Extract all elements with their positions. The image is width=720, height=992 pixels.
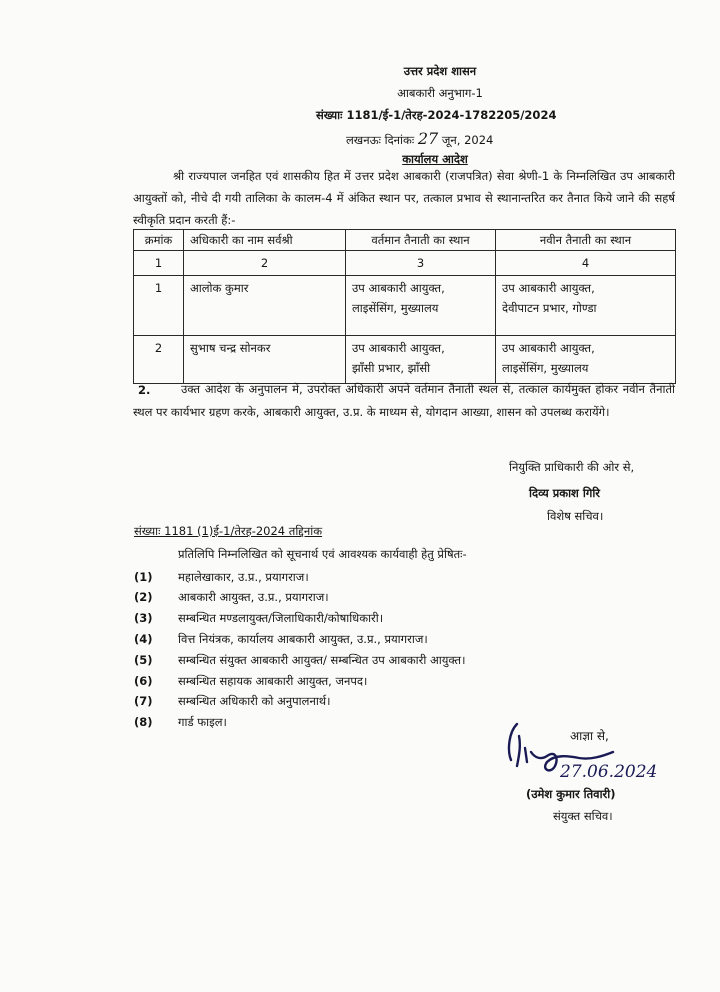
row-new-posting <box>496 336 676 384</box>
copy-item-text: महालेखाकार, उ.प्र., प्रयागराज। <box>178 570 309 584</box>
intro-paragraph: श्री राज्यपाल जनहित एवं शासकीय हित में उत्तर प्रदेश आबकारी (राजपत्रित) सेवा श्रेणी-1 के निम्नलिखित उप आबकारी आयुक्तों को, नीचे दी गयी तालिका के कालम-4 में अंकित स्थान पर, तत्काल प्रभाव से स्थानान्तरित कर तैनात किये जाने की सहर्ष स्वीकृति प्रदान करती हैं:- <box>133 169 675 227</box>
on-behalf-line: नियुक्ति प्राधिकारी की ओर से, <box>509 460 635 474</box>
row-officer-name: सुभाष चन्द्र सोनकर <box>184 336 346 384</box>
header-sno: क्रमांक <box>134 230 184 251</box>
colnum-1: 1 <box>134 251 184 276</box>
authority-designation: विशेष सचिव। <box>547 509 604 523</box>
copy-number: संख्याः 1181 (1)ई-1/तेरह-2024 तद्दिनांक <box>134 524 323 538</box>
header-current: वर्तमान तैनाती का स्थान <box>346 230 496 251</box>
para2-number: 2. <box>138 383 151 397</box>
copy-item-number: (4) <box>134 632 153 646</box>
copy-item-text: सम्बन्धित अधिकारी को अनुपालनार्थ। <box>178 694 331 708</box>
copy-item-number: (1) <box>134 570 153 584</box>
row-new-line2: लाइसेंसिंग, मुख्यालय <box>502 361 589 375</box>
header-name: अधिकारी का नाम सर्वश्री <box>184 230 346 251</box>
row-current-posting <box>346 276 496 336</box>
date-day-handwritten: 27 <box>417 129 439 148</box>
order-title: कार्यालय आदेश <box>402 152 468 166</box>
copy-item-text: सम्बन्धित सहायक आबकारी आयुक्त, जनपद। <box>178 674 368 688</box>
table-colnum-row <box>134 251 676 276</box>
place-date-prefix: लखनऊः दिनांकः <box>346 133 415 147</box>
copy-item-number: (5) <box>134 653 153 667</box>
table-header-row <box>134 230 676 251</box>
row-new-line2: देवीपाटन प्रभार, गोण्डा <box>502 301 597 315</box>
date-rest: जून, 2024 <box>441 133 494 147</box>
row-new-posting <box>496 276 676 336</box>
copy-item-number: (3) <box>134 611 153 625</box>
govt-name: उत्तर प्रदेश शासन <box>403 64 477 78</box>
header-new: नवीन तैनाती का स्थान <box>496 230 676 251</box>
row-current-line1: उप आबकारी आयुक्त, <box>352 341 445 355</box>
signature-date-handwritten: 27.06.2024 <box>560 762 658 782</box>
row-officer-name: आलोक कुमार <box>184 276 346 336</box>
copy-forwarded: प्रतिलिपि निम्नलिखित को सूचनार्थ एवं आवश्यक कार्यवाही हेतु प्रेषितः- <box>178 547 467 561</box>
row-current-posting <box>346 336 496 384</box>
row-current-line2: लाइसेंसिंग, मुख्यालय <box>352 301 439 315</box>
by-order-line: आज्ञा से, <box>570 729 609 743</box>
section-name: आबकारी अनुभाग-1 <box>397 86 483 100</box>
transfer-table <box>133 229 676 384</box>
copy-item-number: (7) <box>134 694 153 708</box>
row-new-line1: उप आबकारी आयुक्त, <box>502 281 595 295</box>
signatory-designation: संयुक्त सचिव। <box>553 809 613 823</box>
table-row <box>134 336 676 384</box>
signatory-name: (उमेश कुमार तिवारी) <box>526 787 616 801</box>
place-date <box>346 129 493 148</box>
table-row <box>134 276 676 336</box>
row-new-line1: उप आबकारी आयुक्त, <box>502 341 595 355</box>
colnum-4: 4 <box>496 251 676 276</box>
copy-item-text: आबकारी आयुक्त, उ.प्र., प्रयागराज। <box>178 590 329 604</box>
copy-item-number: (2) <box>134 590 153 604</box>
row-sno: 1 <box>134 276 184 336</box>
copy-item-text: वित्त नियंत्रक, कार्यालय आबकारी आयुक्त, उ.प्र., प्रयागराज। <box>178 632 428 646</box>
para2-text: उक्त आदेश के अनुपालन में, उपरोक्त अधिकारी अपने वर्तमान तैनाती स्थल से, तत्काल कार्यमुक्त होकर नवीन तैनाती स्थल पर कार्यभार ग्रहण करके, आबकारी आयुक्त, उ.प्र. के माध्यम से, योगदान आख्या, शासन को उपलब्ध करायेंगे। <box>133 382 675 419</box>
row-sno: 2 <box>134 336 184 384</box>
copy-item-text: सम्बन्धित मण्डलायुक्त/जिलाधिकारी/कोषाधिकारी। <box>178 611 384 625</box>
authority-name: दिव्य प्रकाश गिरि <box>529 486 601 500</box>
copy-item-text: गार्ड फाइल। <box>178 715 227 729</box>
row-current-line2: झाँसी प्रभार, झाँसी <box>352 361 431 375</box>
colnum-3: 3 <box>346 251 496 276</box>
colnum-2: 2 <box>184 251 346 276</box>
order-number: संख्याः 1181/ई-1/तेरह-2024-1782205/2024 <box>316 108 557 122</box>
copy-item-number: (6) <box>134 674 153 688</box>
copy-item-text: सम्बन्धित संयुक्त आबकारी आयुक्त/ सम्बन्धित उप आबकारी आयुक्त। <box>178 653 466 667</box>
row-current-line1: उप आबकारी आयुक्त, <box>352 281 445 295</box>
copy-item-number: (8) <box>134 715 153 729</box>
